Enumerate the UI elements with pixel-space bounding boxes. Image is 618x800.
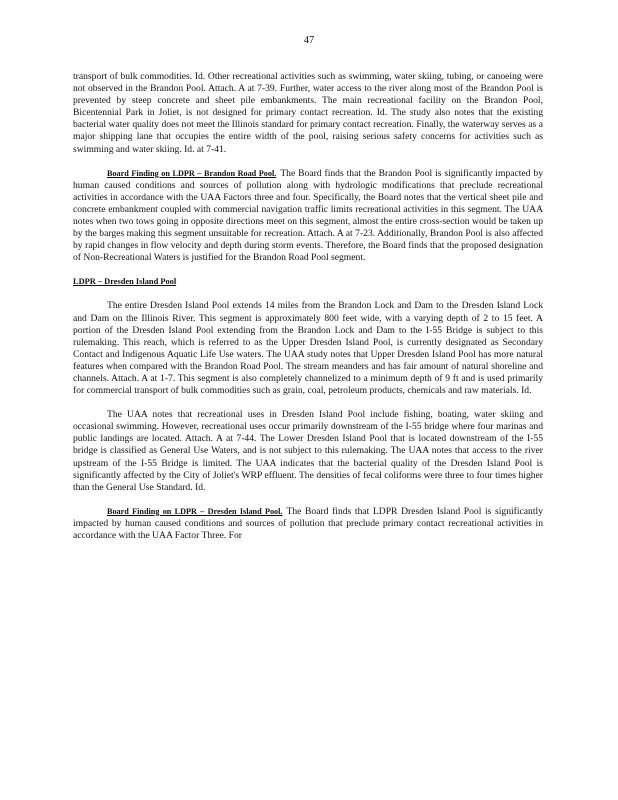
paragraph-dresden-recreational-uses: The UAA notes that recreational uses in Dresden Island Pool include fishing, boating, water skiing and occasional swimming. However, recreational uses occur primarily downstream of the I-55 bridge where four marinas and public landings are located. Attach. A at 7-44. The Lower Dresden Island Pool that is located downstream of the I-55 bridge is classified as General Use Waters, and is not subject to this rulemaking. The UAA notes that access to the river upstream of the I-55 Bridge is limited. The UAA indicates that the bacterial quality of the Dresden Island Pool is significantly affected by the City of Joliet's WRP effluent. The densities of fecal coliforms were three to four times higher than the General Use Standard. Id. (73, 409, 543, 493)
paragraph-brandon-pool-uses: transport of bulk commodities. Id. Other recreational activities such as swimming, water skiing, tubing, or canoeing were not observed in the Brandon Pool. Attach. A at 7-39. Further, water access to the river along most of the Brandon Pool is prevented by steep concrete and sheet pile embankments. The main recreational facility on the Brandon Pool, Bicentennial Park in Joliet, is not designed for primary contact recreation. Id. The study also notes that the existing bacterial water quality does not meet the Illinois standard for primary contact recreation. Finally, the waterway serves as a major shipping lane that occupies the entire width of the pool, raising serious safety concerns for activities such as swimming and water skiing. Id. at 7-41. (73, 71, 543, 155)
document-body (73, 71, 543, 542)
paragraph-dresden-description: The entire Dresden Island Pool extends 14 miles from the Brandon Lock and Dam to the Dresden Island Lock and Dam on the Illinois River. This segment is approximately 800 feet wide, with a varying depth of 2 to 15 feet. A portion of the Dresden Island Pool extending from the Brandon Lock and Dam to the I-55 Bridge is subject to this rulemaking. This reach, which is referred to as the Upper Dresden Island Pool, is currently designated as Secondary Contact and Indigenous Aquatic Life Use waters. The UAA study notes that Upper Dresden Island Pool has more natural features when compared with the Brandon Road Pool. The stream meanders and has fair amount of natural shoreline and channels. Attach. A at 1-7. This segment is also completely channelized to a minimum depth of 9 ft and is used primarily for commercial transport of bulk commodities such as grain, coal, petroleum products, chemicals and raw materials. Id. (73, 300, 543, 397)
board-finding-dresden-text: The Board finds that LDPR Dresden Island Pool is significantly impacted by human caused conditions and sources of pollution that preclude primary contact recreational activities in accordance with the UAA Factor Three. For (73, 505, 543, 541)
board-finding-heading-brandon: Board Finding on LDPR – Brandon Road Pool. (107, 168, 277, 178)
board-finding-heading-dresden: Board Finding on LDPR – Dresden Island Pool. (107, 506, 283, 516)
paragraph-board-finding-dresden (73, 506, 543, 542)
section-heading-dresden-island-pool: LDPR – Dresden Island Pool (73, 277, 177, 287)
board-finding-brandon-text: The Board finds that the Brandon Pool is significantly impacted by human caused conditions and sources of pollution along with hydrologic modifications that preclude recreational activities in accordance with the UAA Factors three and four. Specifically, the Board notes that the vertical sheet pile and concrete embankment coupled with commercial navigation traffic limits recreational activities in this segment. The UAA notes when two tows going in opposite directions meet on this segment, almost the entire cross-section would be taken up by the barges making this segment unsuitable for recreation. Attach. A at 7-23. Additionally, Brandon Pool is also affected by rapid changes in flow velocity and depth during storm events. Therefore, the Board finds that the proposed designation of Non-Recreational Waters is justified for the Brandon Road Pool segment. (73, 167, 543, 264)
paragraph-board-finding-brandon (73, 168, 543, 265)
page-number: 47 (303, 35, 315, 46)
